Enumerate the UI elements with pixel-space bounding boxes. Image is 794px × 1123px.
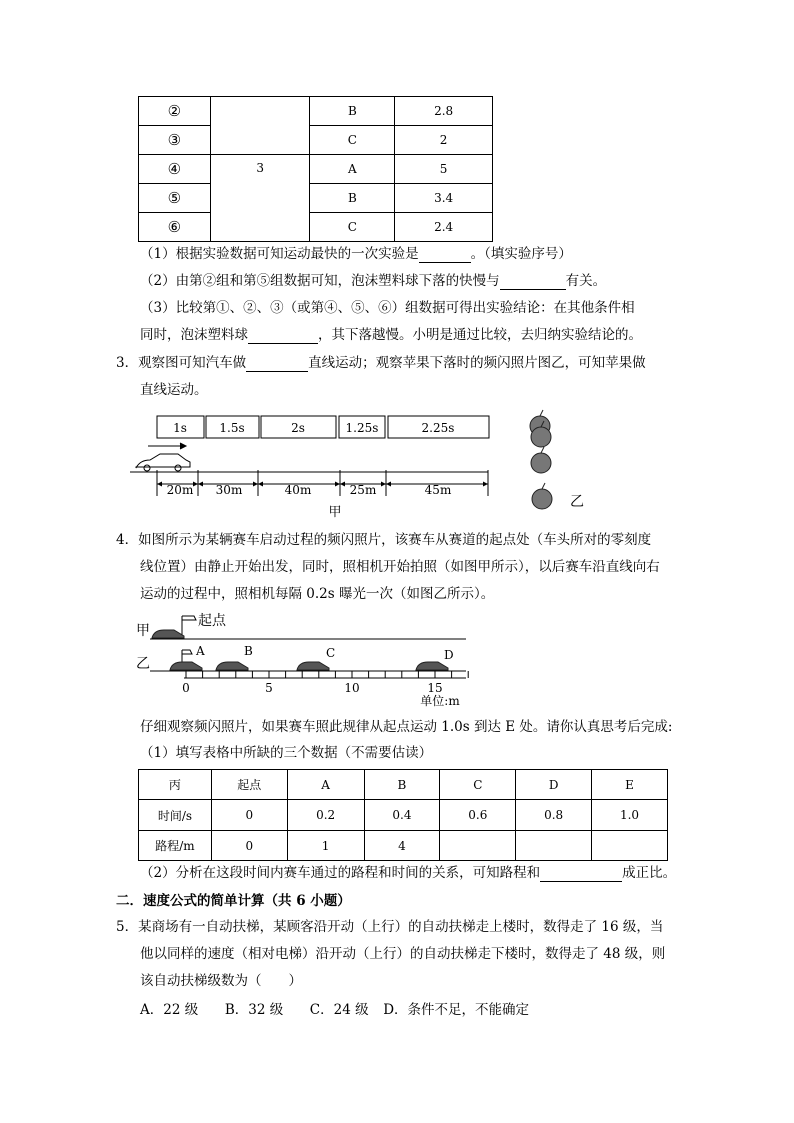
text: （2）由第②组和第⑤组数据可知，泡沫塑料球下落的快慢与	[140, 273, 500, 289]
q3-line1	[116, 354, 646, 372]
question-number: 5．	[116, 919, 139, 935]
option-d[interactable]: D．条件不足，不能确定	[383, 1002, 530, 1018]
q5-line3: 该自动扶梯级数为（ ）	[140, 973, 302, 989]
table-cell: ⑤	[139, 184, 211, 213]
text: 观察图可知汽车做	[138, 355, 247, 371]
figure-label: 甲	[328, 505, 342, 520]
answer-blank[interactable]	[246, 357, 308, 372]
table-cell: 0	[211, 831, 287, 861]
apple-icon	[531, 453, 551, 473]
table-cell: C	[310, 126, 395, 155]
option-b[interactable]: B．32 级	[224, 1002, 284, 1018]
text: （1）根据实验数据可知运动最快的一次实验是	[140, 246, 419, 262]
car-icon	[136, 454, 190, 468]
q2-part3-line1: （3）比较第①、②、③（或第④、⑤、⑥）组数据可得出实验结论：在其他条件相	[140, 300, 635, 316]
table-cell: 2.8	[395, 97, 493, 126]
table-cell: A	[310, 155, 395, 184]
car-motion-figure	[130, 410, 500, 520]
table-cell: ②	[139, 97, 211, 126]
table-cell: 1.0	[592, 800, 668, 831]
section-heading: 二．速度公式的简单计算（共 6 小题）	[116, 893, 351, 909]
table-cell: 4	[364, 831, 440, 861]
time-label: 1s	[173, 421, 187, 435]
table-cell: C	[310, 213, 395, 242]
table-cell: 0.2	[287, 800, 364, 831]
option-c[interactable]: C．24 级	[309, 1002, 369, 1018]
question-number: 3．	[116, 355, 139, 371]
answer-blank[interactable]	[500, 275, 566, 290]
q4-line4: 仔细观察频闪照片，如果赛车照此规律从起点运动 1.0s 到达 E 处。请你认真思考后完成:	[140, 719, 673, 735]
distance-label: 20m	[166, 483, 194, 497]
table-header-cell: D	[516, 770, 592, 800]
table-cell: 2	[395, 126, 493, 155]
table-cell: B	[310, 184, 395, 213]
text: 如图所示为某辆赛车启动过程的频闪照片，该赛车从赛道的起点处（车头所对的零刻度	[138, 532, 652, 548]
tick-label: 0	[182, 681, 190, 695]
answer-blank[interactable]	[540, 867, 622, 882]
experiment-table	[138, 96, 493, 242]
text: 有关。	[565, 273, 607, 289]
text: 某商场有一自动扶梯，某顾客沿开动（上行）的自动扶梯走上楼时，数得走了 16 级，当	[138, 919, 664, 935]
race-data-table	[138, 769, 668, 861]
race-car-icon	[297, 662, 329, 670]
table-cell: 0.4	[364, 800, 440, 831]
table-header-cell: E	[592, 770, 668, 800]
table-header-cell: B	[364, 770, 440, 800]
point-label: C	[326, 646, 336, 660]
question-number: 4．	[116, 532, 139, 548]
unit-label: 单位:m	[420, 694, 460, 708]
option-a[interactable]: A．22 级	[140, 1002, 199, 1018]
q5-line2: 他以同样的速度（相对电梯）沿开动（上行）的自动扶梯走下楼时，数得走了 48 级，则	[140, 946, 666, 962]
text: 同时，泡沫塑料球	[140, 327, 248, 343]
text: 成正比。	[622, 865, 677, 881]
apple-icon	[532, 489, 552, 509]
table-cell: ③	[139, 126, 211, 155]
q2-part2	[140, 272, 606, 290]
table-header-cell: C	[440, 770, 516, 800]
time-label: 2s	[291, 421, 305, 435]
table-header-cell: 丙	[139, 770, 212, 800]
table-cell: 路程/m	[139, 831, 212, 861]
tick-label: 5	[265, 681, 273, 695]
table-cell: 2.4	[395, 213, 493, 242]
figure-label: 乙	[136, 656, 150, 672]
distance-label: 30m	[215, 483, 243, 497]
table-cell-blank[interactable]	[516, 831, 592, 861]
table-cell	[210, 97, 310, 155]
table-header-cell: A	[287, 770, 364, 800]
text: （2）分析在这段时间内赛车通过的路程和时间的关系，可知路程和	[140, 865, 541, 881]
table-cell: ⑥	[139, 213, 211, 242]
table-cell: 时间/s	[139, 800, 212, 831]
race-car-icon	[152, 630, 184, 638]
table-cell-blank[interactable]	[440, 831, 516, 861]
apple-icon	[531, 427, 551, 447]
time-label: 1.25s	[345, 421, 379, 435]
q5-options	[140, 1001, 529, 1019]
time-label: 2.25s	[421, 421, 455, 435]
q2-part3-line2	[140, 326, 642, 344]
figure-label: 乙	[570, 494, 584, 510]
table-cell: 3	[210, 155, 310, 242]
q2-part1	[140, 245, 572, 263]
answer-blank[interactable]	[419, 248, 471, 263]
table-header-cell: 起点	[211, 770, 287, 800]
q3-line2: 直线运动。	[140, 382, 208, 398]
table-cell: 0.6	[440, 800, 516, 831]
tick-label: 15	[427, 681, 443, 695]
race-car-icon	[216, 662, 248, 670]
point-label: D	[444, 648, 454, 662]
race-car-figure	[136, 608, 476, 708]
distance-label: 40m	[284, 483, 312, 497]
answer-blank[interactable]	[248, 329, 318, 344]
table-cell: 1	[287, 831, 364, 861]
q4-line5: （1）填写表格中所缺的三个数据（不需要估读）	[140, 745, 433, 761]
table-cell-blank[interactable]	[592, 831, 668, 861]
apple-fall-figure	[520, 402, 600, 517]
table-cell: 0.8	[516, 800, 592, 831]
table-cell: 0	[211, 800, 287, 831]
q4-line1	[116, 531, 651, 549]
text: ，其下落越慢。小明是通过比较，去归纳实验结论的。	[318, 327, 642, 343]
distance-label: 45m	[424, 483, 452, 497]
table-cell: 5	[395, 155, 493, 184]
q4-line2: 线位置）由静止开始出发，同时，照相机开始拍照（如图甲所示），以后赛车沿直线向右	[140, 559, 660, 575]
race-car-icon	[170, 662, 202, 670]
text: 。（填实验序号）	[470, 246, 572, 262]
point-label: B	[244, 644, 253, 658]
race-car-icon	[416, 662, 448, 670]
table-cell: B	[310, 97, 395, 126]
distance-label: 25m	[349, 483, 377, 497]
time-label: 1.5s	[219, 421, 245, 435]
q4-line3: 运动的过程中，照相机每隔 0.2s 曝光一次（如图乙所示）。	[140, 586, 495, 602]
table-cell: 3.4	[395, 184, 493, 213]
text: 直线运动；观察苹果下落时的频闪照片图乙，可知苹果做	[308, 355, 646, 371]
q5-line1	[116, 918, 663, 936]
start-label: 起点	[198, 613, 226, 629]
table-cell: ④	[139, 155, 211, 184]
point-label: A	[196, 644, 205, 658]
tick-label: 10	[344, 681, 360, 695]
figure-label: 甲	[136, 623, 150, 639]
q4-line6	[140, 864, 676, 882]
